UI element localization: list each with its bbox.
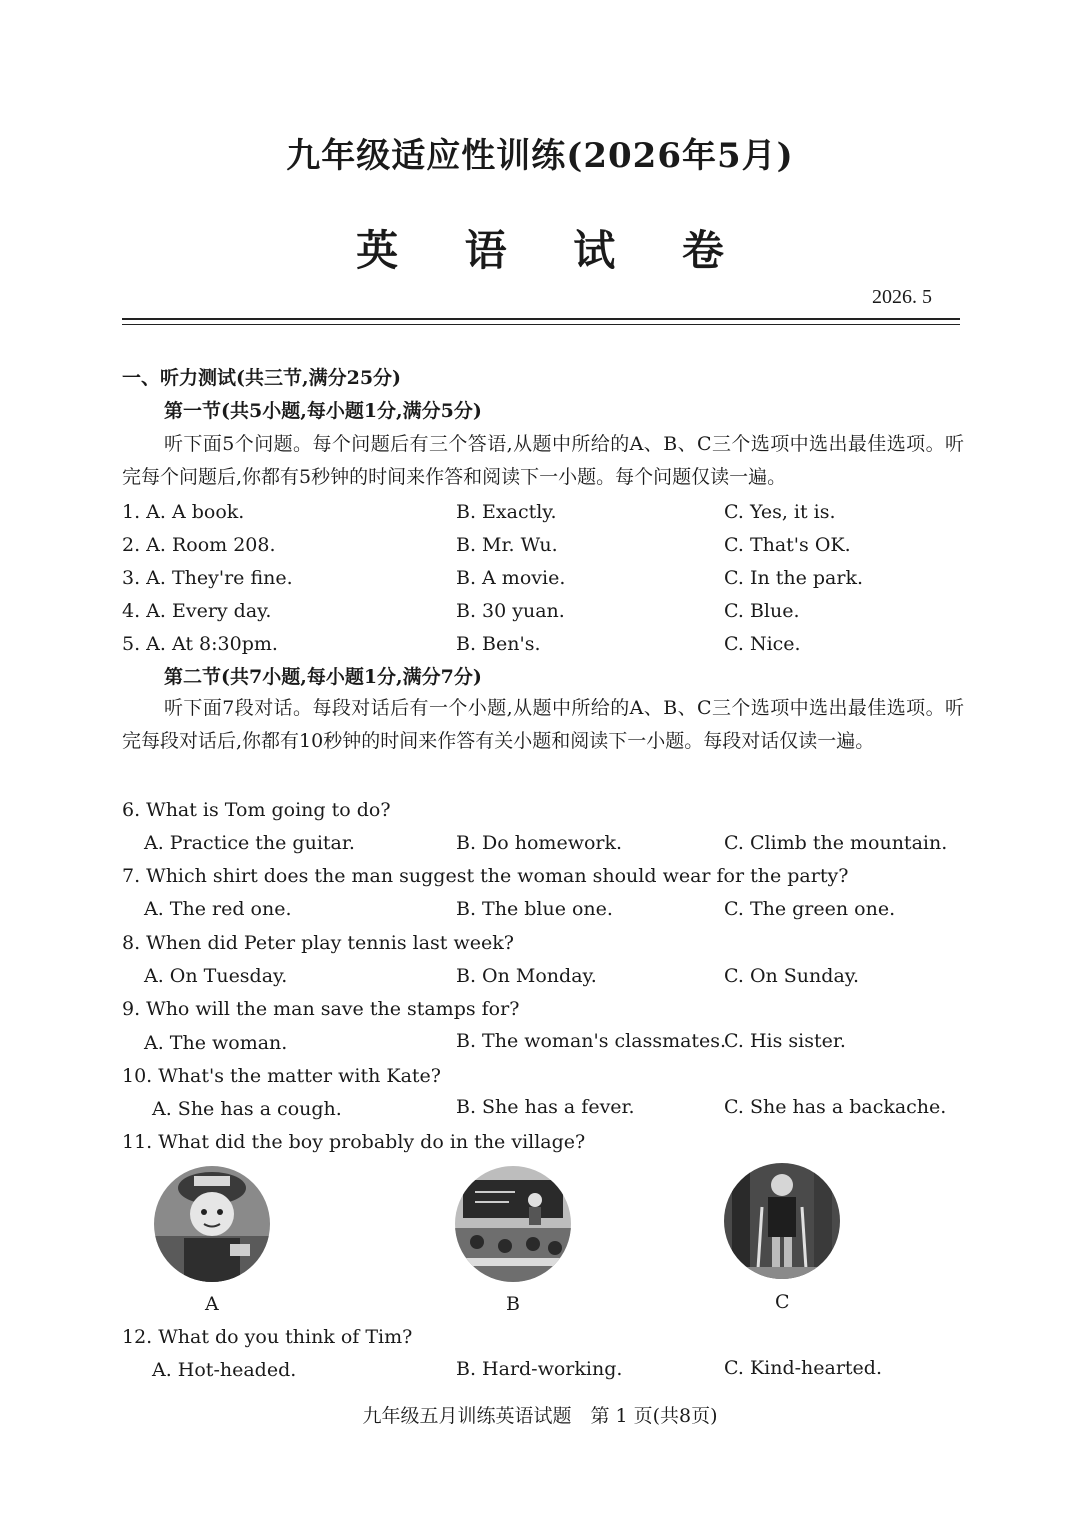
q8-option-c: C. On Sunday. xyxy=(724,965,860,987)
q10-option-a: A. She has a cough. xyxy=(152,1098,342,1120)
q12-option-b: B. Hard-working. xyxy=(456,1358,623,1380)
q4-option-c: C. Blue. xyxy=(724,600,800,622)
section2-heading: 第二节(共7小题,每小题1分,满分7分) xyxy=(164,666,482,688)
q1-option-b: B. Exactly. xyxy=(456,501,557,523)
header-rule-thin xyxy=(122,324,960,325)
q11-label-c: C xyxy=(775,1291,790,1313)
q9-option-b: B. The woman's classmates. xyxy=(456,1030,727,1052)
q1-option-c: C. Yes, it is. xyxy=(724,501,836,523)
q7-option-b: B. The blue one. xyxy=(456,898,613,920)
q2-option-c: C. That's OK. xyxy=(724,534,851,556)
q12-option-c: C. Kind-hearted. xyxy=(724,1357,883,1379)
q11-label-b: B xyxy=(506,1293,520,1315)
q11-picture-a xyxy=(154,1166,270,1282)
q5-option-c: C. Nice. xyxy=(724,633,801,655)
q11-picture-c xyxy=(724,1163,840,1279)
q8-stem: 8. When did Peter play tennis last week? xyxy=(122,932,514,954)
q5-option-a: 5. A. At 8:30pm. xyxy=(122,633,278,655)
q4-option-a: 4. A. Every day. xyxy=(122,600,272,622)
q8-option-a: A. On Tuesday. xyxy=(144,965,288,987)
q6-stem: 6. What is Tom going to do? xyxy=(122,799,391,821)
q10-option-b: B. She has a fever. xyxy=(456,1096,635,1118)
q6-option-b: B. Do homework. xyxy=(456,832,623,854)
q8-option-b: B. On Monday. xyxy=(456,965,597,987)
q3-option-a: 3. A. They're fine. xyxy=(122,567,293,589)
boy-in-cap-image xyxy=(154,1166,270,1282)
page-footer: 九年级五月训练英语试题 第 1 页(共8页) xyxy=(362,1405,718,1427)
exam-date: 2026. 5 xyxy=(872,286,932,308)
q11-stem: 11. What did the boy probably do in the village? xyxy=(122,1131,586,1153)
part1-heading: 一、听力测试(共三节,满分25分) xyxy=(122,367,402,389)
q11-label-a: A xyxy=(205,1293,219,1315)
q6-option-a: A. Practice the guitar. xyxy=(144,832,355,854)
q7-stem: 7. Which shirt does the man suggest the woman should wear for the party? xyxy=(122,865,849,887)
q1-option-a: 1. A. A book. xyxy=(122,501,245,523)
exam-title: 九年级适应性训练(2026年5月) xyxy=(286,136,794,176)
q9-stem: 9. Who will the man save the stamps for? xyxy=(122,998,520,1020)
q2-option-b: B. Mr. Wu. xyxy=(456,534,558,556)
q7-option-c: C. The green one. xyxy=(724,898,896,920)
q3-option-b: B. A movie. xyxy=(456,567,566,589)
section1-instructions: 听下面5个问题。每个问题后有三个答语,从题中所给的A、B、C三个选项中选出最佳选项。听完每个问题后,你都有5秒钟的时间来作答和阅读下一小题。每个问题仅读一遍。 xyxy=(122,433,964,488)
q10-stem: 10. What's the matter with Kate? xyxy=(122,1065,441,1087)
header-rule-thick xyxy=(122,318,960,320)
q12-option-a: A. Hot-headed. xyxy=(152,1359,297,1381)
classroom-image xyxy=(455,1166,571,1282)
q9-option-c: C. His sister. xyxy=(724,1030,846,1052)
person-with-crutches-image xyxy=(724,1163,840,1279)
q11-picture-b xyxy=(455,1166,571,1282)
section1-heading: 第一节(共5小题,每小题1分,满分5分) xyxy=(164,400,482,422)
q5-option-b: B. Ben's. xyxy=(456,633,541,655)
q3-option-c: C. In the park. xyxy=(724,567,864,589)
section2-instructions: 听下面7段对话。每段对话后有一个小题,从题中所给的A、B、C三个选项中选出最佳选项。听完每段对话后,你都有10秒钟的时间来作答有关小题和阅读下一小题。每段对话仅读一遍。 xyxy=(122,697,964,752)
exam-subject: 英 语 试 卷 xyxy=(356,226,750,275)
q12-stem: 12. What do you think of Tim? xyxy=(122,1326,413,1348)
q7-option-a: A. The red one. xyxy=(144,898,292,920)
q6-option-c: C. Climb the mountain. xyxy=(724,832,948,854)
q9-option-a: A. The woman. xyxy=(144,1032,288,1054)
q2-option-a: 2. A. Room 208. xyxy=(122,534,276,556)
q10-option-c: C. She has a backache. xyxy=(724,1096,947,1118)
q4-option-b: B. 30 yuan. xyxy=(456,600,565,622)
